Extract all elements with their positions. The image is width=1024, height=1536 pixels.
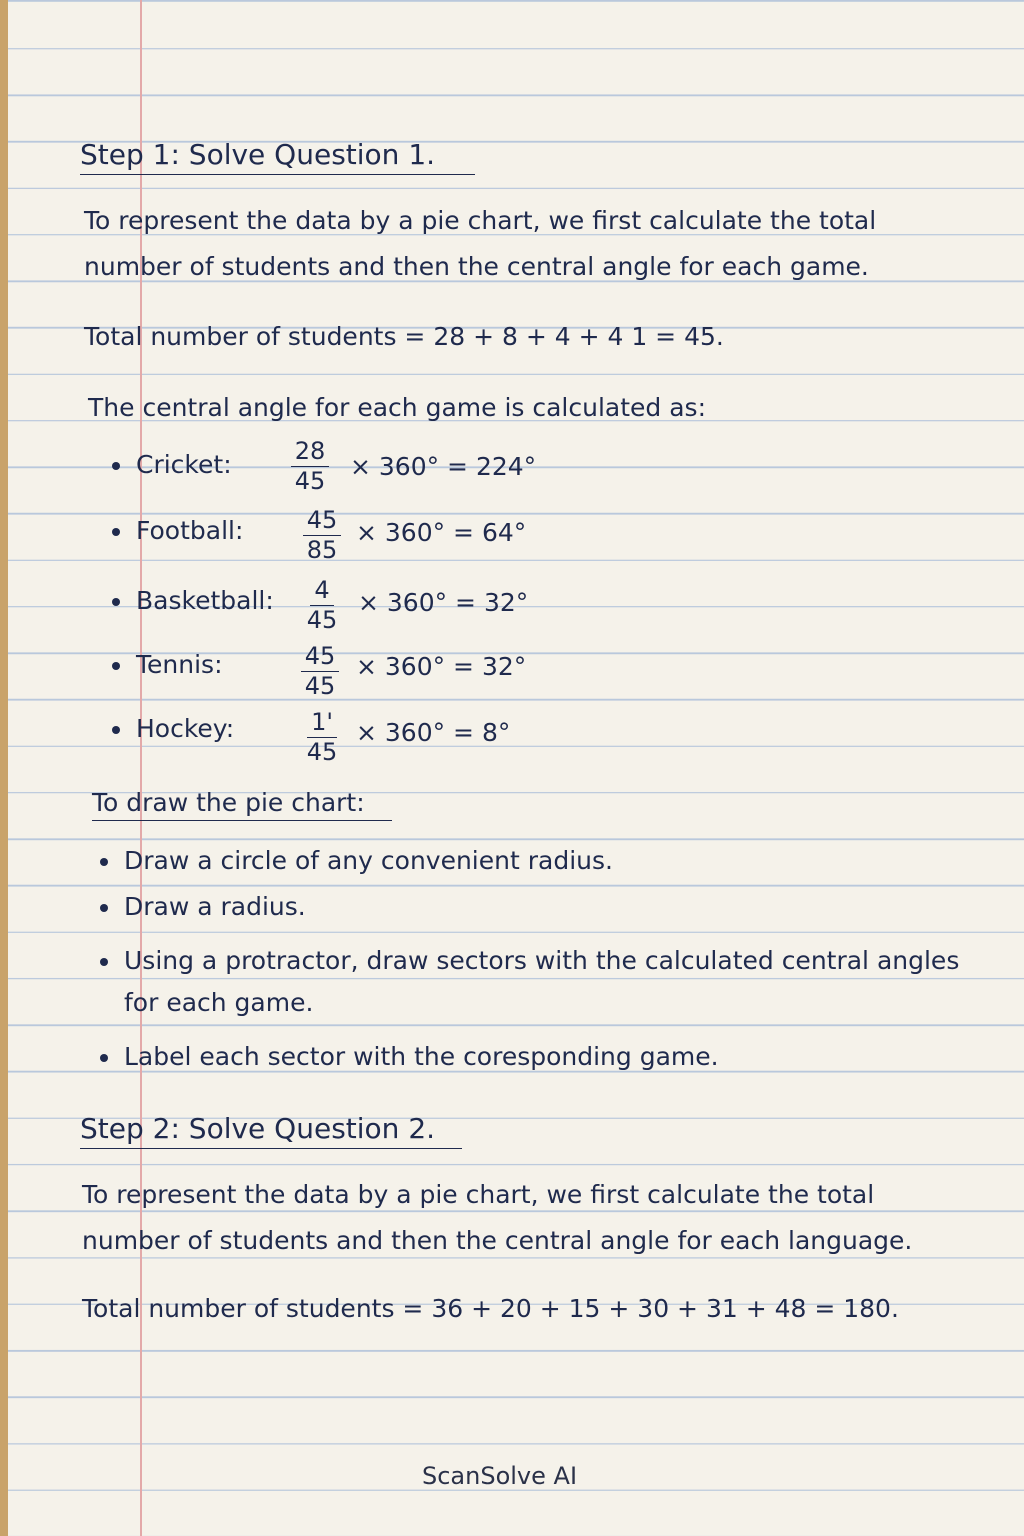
draw-step-4: Label each sector with the coresponding game. [124,1042,719,1071]
game-label-tennis: Tennis: [136,650,223,679]
bullet-icon [112,528,120,536]
fraction-numerator: 45 [303,506,342,536]
bullet-icon [112,462,120,470]
step2-intro-line1: To represent the data by a pie chart, we first calculate the total [82,1180,875,1209]
game-label-hockey: Hockey: [136,714,235,743]
game-calc-basketball: × 360° = 32° [358,588,529,617]
fraction-denominator: 45 [306,606,338,634]
fraction-numerator: 4 [310,576,333,606]
fraction-basketball [292,576,352,634]
game-calc-tennis: × 360° = 32° [356,652,527,681]
fraction-cricket [280,437,340,495]
step2-heading: Step 2: Solve Question 2. [80,1112,462,1149]
draw-step-3-cont: for each game. [124,988,314,1017]
fraction-tennis [290,642,350,700]
fraction-denominator: 45 [306,738,338,766]
bullet-icon [112,662,120,670]
bullet-icon [100,858,108,866]
footer-brand: ScanSolve AI [422,1462,578,1490]
game-calc-hockey: × 360° = 8° [356,718,511,747]
fraction-numerator: 45 [301,642,340,672]
fraction-denominator: 85 [306,536,338,564]
step2-intro-line2: number of students and then the central angle for each language. [82,1226,913,1255]
draw-heading: To draw the pie chart: [92,788,392,821]
bullet-icon [100,904,108,912]
fraction-denominator: 45 [304,672,336,700]
notebook-page [8,0,1024,1536]
step1-angles-intro: The central angle for each game is calculated as: [88,393,706,422]
draw-step-1: Draw a circle of any convenient radius. [124,846,613,875]
game-label-basketball: Basketball: [136,586,274,615]
game-label-cricket: Cricket: [136,450,232,479]
step2-total: Total number of students = 36 + 20 + 15 + 30 + 31 + 48 = 180. [82,1294,899,1323]
game-label-football: Football: [136,516,244,545]
bullet-icon [100,1054,108,1062]
step1-intro-line2: number of students and then the central angle for each game. [84,252,869,281]
fraction-denominator: 45 [294,467,326,495]
game-calc-football: × 360° = 64° [356,518,527,547]
step1-intro-line1: To represent the data by a pie chart, we first calculate the total [84,206,877,235]
fraction-numerator: 1' [307,708,337,738]
step1-heading: Step 1: Solve Question 1. [80,138,475,175]
fraction-football [292,506,352,564]
bullet-icon [100,958,108,966]
fraction-numerator: 28 [291,437,330,467]
bullet-icon [112,598,120,606]
game-calc-cricket: × 360° = 224° [350,452,537,481]
fraction-hockey [292,708,352,766]
step1-total: Total number of students = 28 + 8 + 4 + 4 1 = 45. [84,322,724,351]
draw-step-3: Using a protractor, draw sectors with the calculated central angles [124,946,960,975]
bullet-icon [112,726,120,734]
draw-step-2: Draw a radius. [124,892,306,921]
